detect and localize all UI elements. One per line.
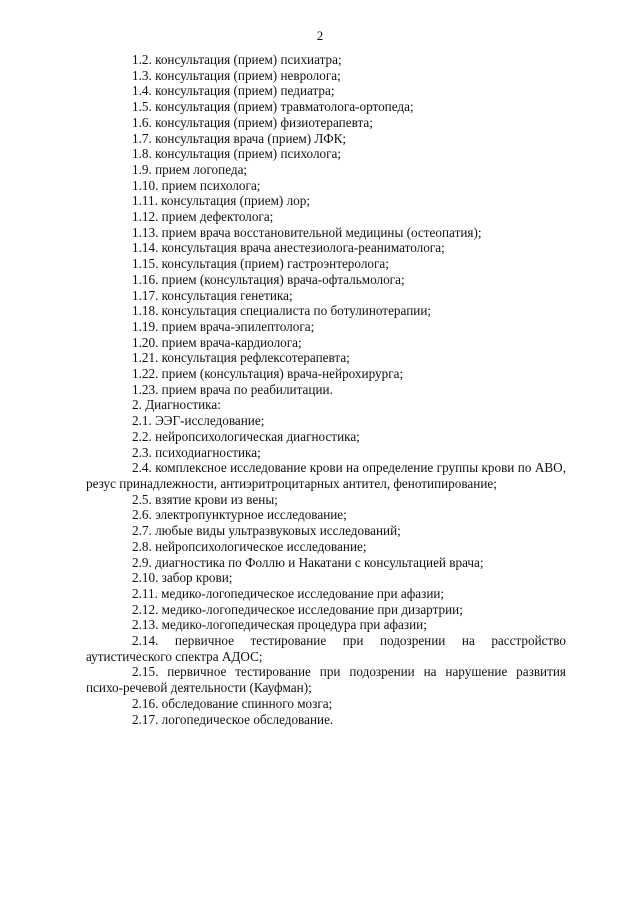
list-item: 1.10. прием психолога;	[132, 177, 261, 193]
list-item: 2.2. нейропсихологическая диагностика;	[132, 428, 360, 444]
list-block-final	[86, 696, 566, 727]
list-item: 1.4. консультация (прием) педиатра;	[132, 83, 335, 99]
list-item: 1.2. консультация (прием) психиатра;	[132, 52, 342, 67]
list-item: 1.6. консультация (прием) физиотерапевта;	[132, 114, 373, 130]
list-item: 1.9. прием логопеда;	[132, 161, 248, 177]
list-item: 2.10. забор крови;	[132, 570, 233, 586]
list-item-2-4: 2.4. комплексное исследование крови на определение группы крови по АВО, резус принадлежности, антиэритроцитарных антител, фенотипирование;	[86, 460, 566, 491]
document-body	[86, 52, 566, 727]
list-item: 1.21. консультация рефлексотерапевта;	[132, 350, 350, 366]
list-item: 2.1. ЭЭГ-исследование;	[132, 413, 265, 429]
list-item: 2.11. медико-логопедическое исследование при афазии;	[132, 585, 445, 601]
list-item: 2.7. любые виды ультразвуковых исследований;	[132, 523, 401, 539]
list-item: 2.3. психодиагностика;	[132, 444, 261, 460]
list-item: 1.16. прием (консультация) врача-офтальмолога;	[132, 271, 405, 287]
list-item: 1.15. консультация (прием) гастроэнтеролога;	[132, 256, 389, 272]
list-item: 2.13. медико-логопедическая процедура при афазии;	[132, 617, 427, 633]
list-item: 2.8. нейропсихологическое исследование;	[132, 538, 367, 554]
list-item: 1.11. консультация (прием) лор;	[132, 193, 311, 209]
page-number: 2	[316, 28, 324, 43]
list-item: 1.5. консультация (прием) травматолога-ортопеда;	[132, 99, 414, 115]
list-item-2-15: 2.15. первичное тестирование при подозрении на нарушение развития психо-речевой деятельности (Кауфман);	[86, 664, 566, 696]
list-item: 1.22. прием (консультация) врача-нейрохирурга;	[132, 366, 404, 382]
list-item: 2. Диагностика:	[132, 397, 221, 413]
list-block-diagnostics	[86, 492, 566, 633]
list-item: 1.12. прием дефектолога;	[132, 209, 274, 225]
list-item: 2.12. медико-логопедическое исследование при дизартрии;	[132, 601, 463, 617]
list-item: 2.5. взятие крови из вены;	[132, 491, 278, 507]
list-item: 1.3. консультация (прием) невролога;	[132, 67, 341, 83]
list-item: 2.16. обследование спинного мозга;	[132, 695, 333, 711]
list-item: 1.17. консультация генетика;	[132, 287, 293, 303]
list-item: 1.8. консультация (прием) психолога;	[132, 146, 342, 162]
list-item: 1.14. консультация врача анестезиолога-реаниматолога;	[132, 240, 445, 256]
list-item: 1.19. прием врача-эпилептолога;	[132, 318, 315, 334]
list-block-services	[86, 52, 566, 460]
list-item: 1.23. прием врача по реабилитации.	[132, 381, 333, 397]
list-item: 1.7. консультация врача (прием) ЛФК;	[132, 130, 347, 146]
list-item: 2.17. логопедическое обследование.	[132, 711, 334, 727]
list-item: 1.13. прием врача восстановительной медицины (остеопатия);	[132, 224, 482, 240]
list-item: 2.9. диагностика по Фоллю и Накатани с консультацией врача;	[132, 554, 484, 570]
list-item-2-14: 2.14. первичное тестирование при подозрении на расстройство аутистического спектра АДОС;	[86, 633, 566, 664]
list-item: 1.18. консультация специалиста по ботулинотерапии;	[132, 303, 432, 319]
list-item: 2.6. электропунктурное исследование;	[132, 507, 347, 523]
list-item: 1.20. прием врача-кардиолога;	[132, 334, 302, 350]
